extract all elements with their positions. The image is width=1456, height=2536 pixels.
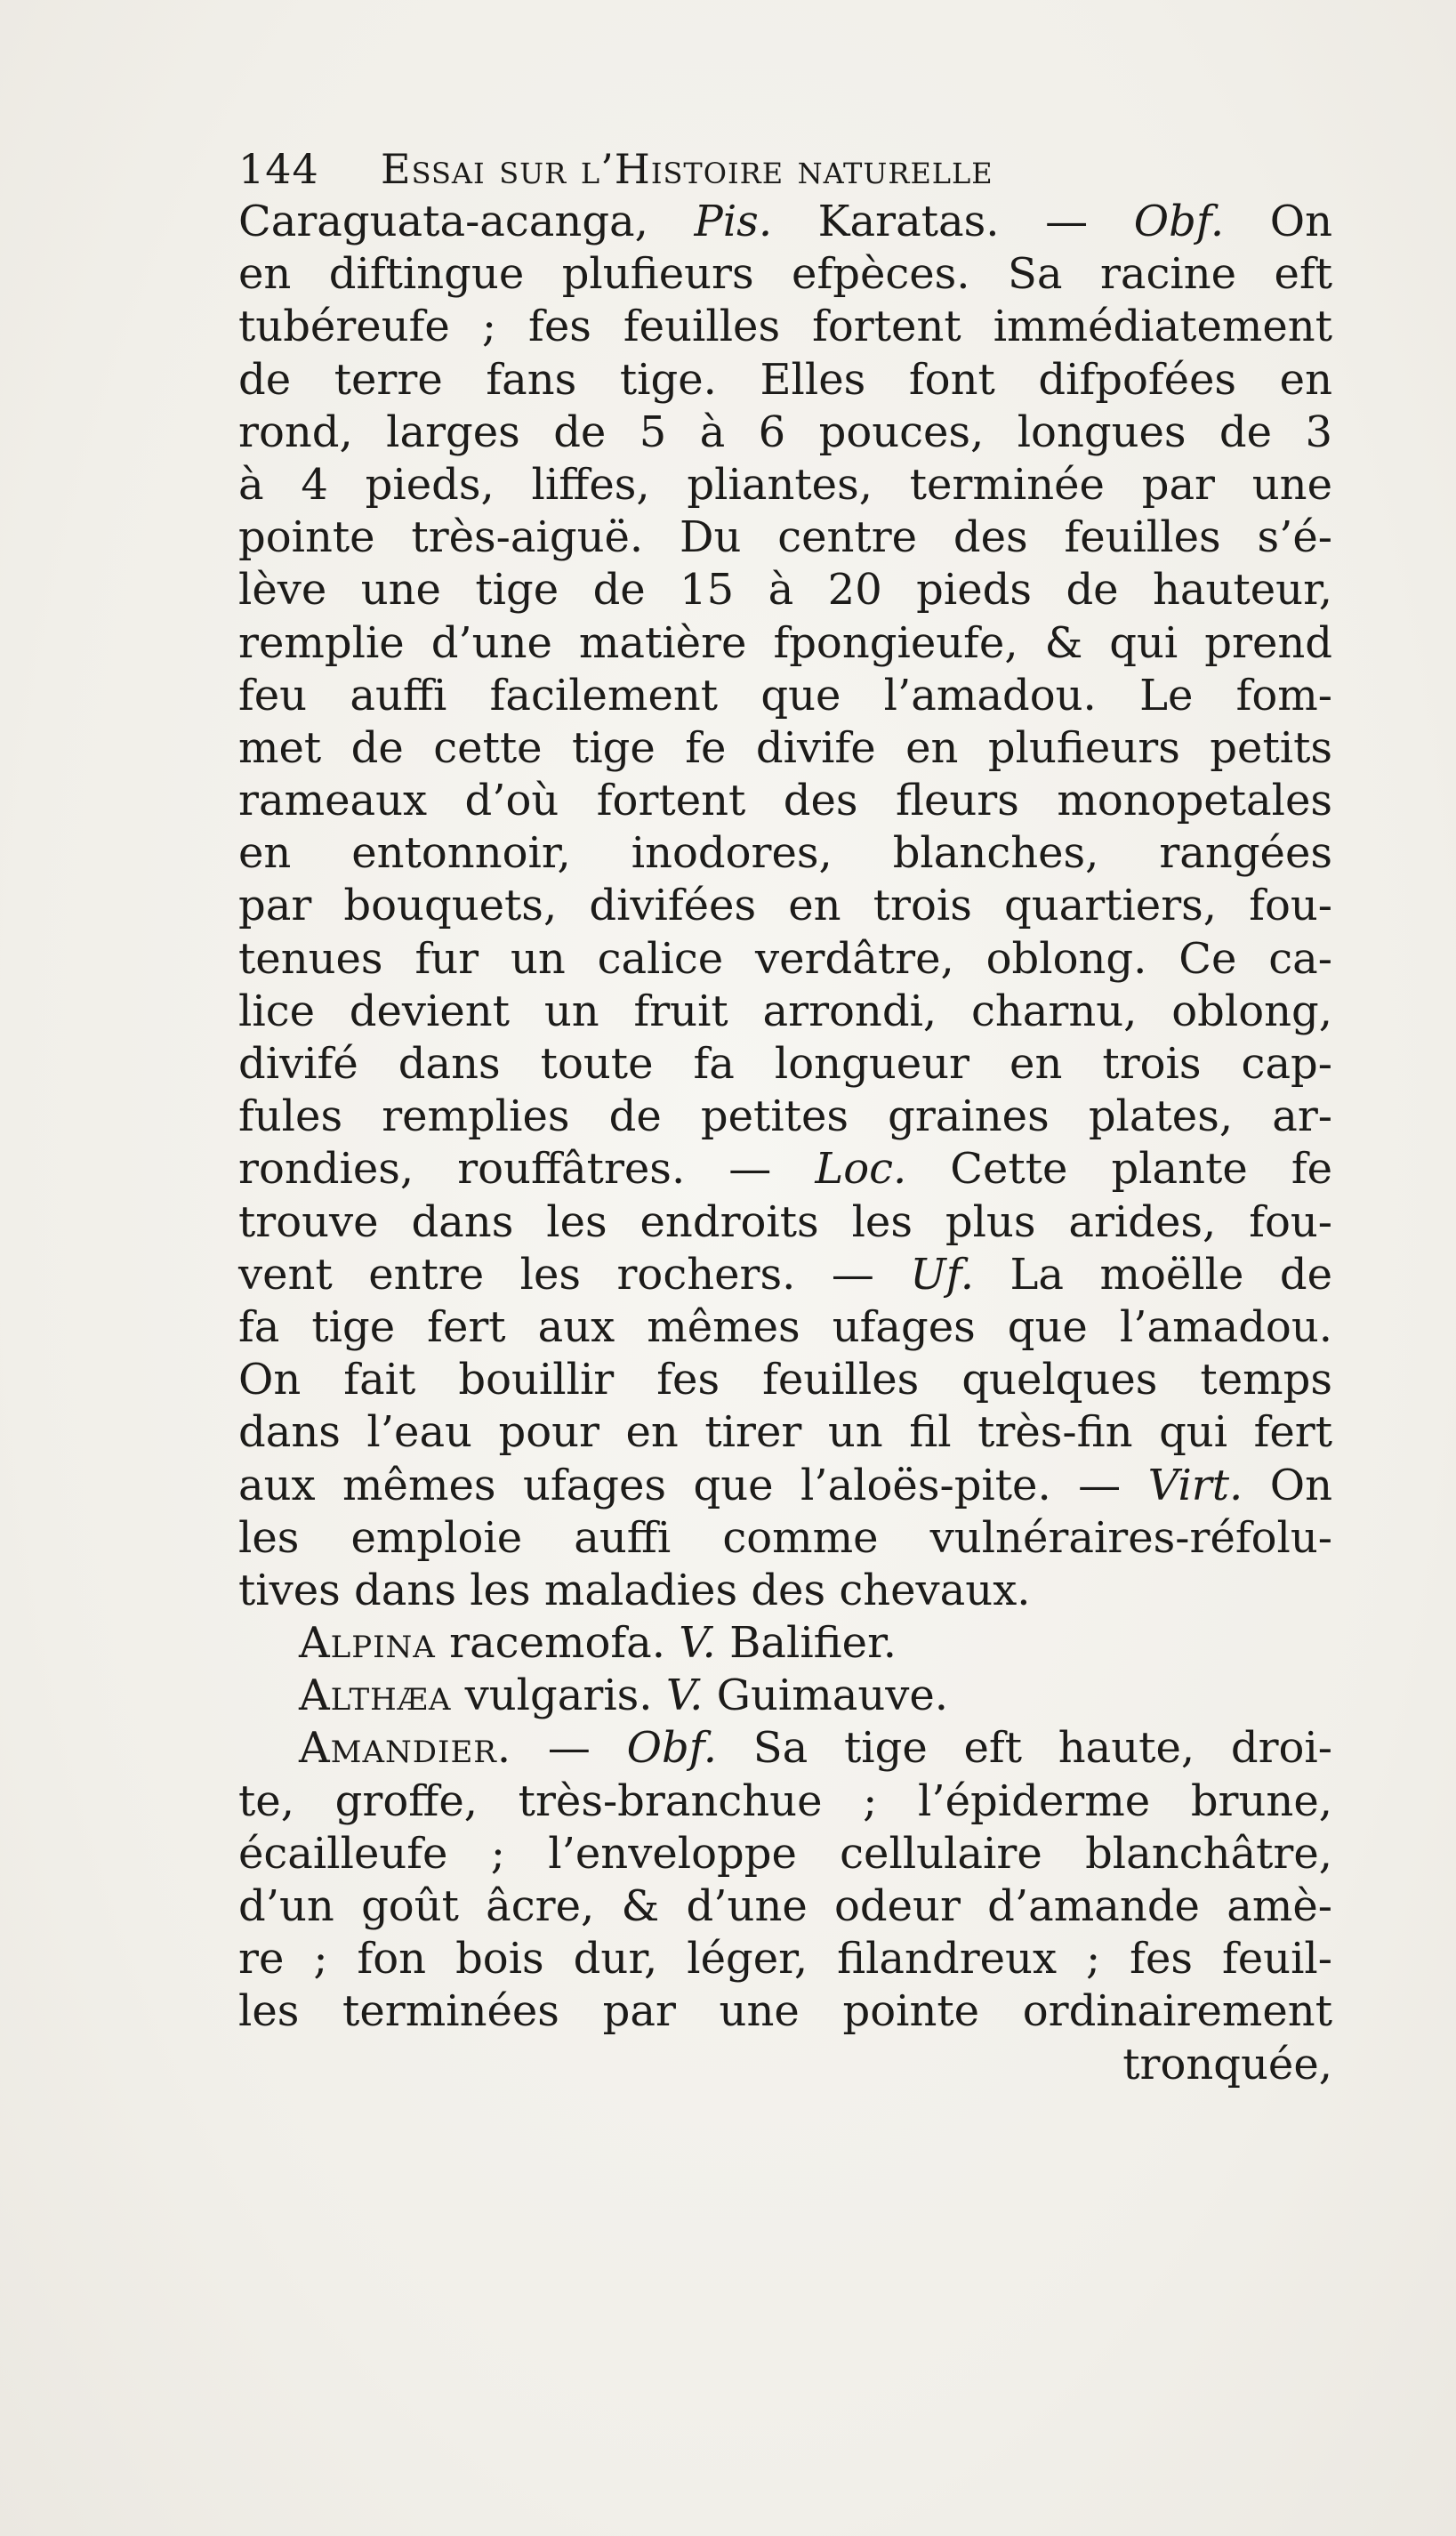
text-line (238, 564, 1332, 616)
text-segment: — (511, 1723, 627, 1774)
text-segment: Caraguata-acanga, (238, 197, 695, 246)
text-segment: dans l’eau pour en tirer un fil très-fin qui fert (238, 1407, 1332, 1458)
italic-abbreviation: Obf. (1133, 197, 1225, 246)
entry-headword: Amandier. (299, 1723, 512, 1774)
text-line (238, 1933, 1332, 1985)
text-segment: à 4 pieds, liffes, pliantes, terminée par une (238, 459, 1332, 510)
text-segment: La moëlle de (974, 1249, 1333, 1300)
text-line (238, 1828, 1332, 1880)
text-line (238, 459, 1332, 511)
italic-abbreviation: Uf. (910, 1249, 975, 1300)
text-line (238, 1985, 1332, 2038)
text-line (238, 1406, 1332, 1459)
text-line (238, 933, 1332, 986)
text-segment: fa tige fert aux mêmes ufages que l’amadou. (238, 1301, 1332, 1352)
text-segment: pointe très-aiguë. Du centre des feuilles s’é- (238, 512, 1332, 563)
text-segment: tubéreufe ; fes feuilles fortent immédiatement (238, 302, 1332, 352)
italic-abbreviation: Pis. (694, 197, 773, 246)
text-line (238, 986, 1332, 1038)
text-segment: en diftingue plufieurs efpèces. Sa racine eft (238, 249, 1332, 300)
text-segment: remplie d’une matière fpongieufe, & qui prend (238, 617, 1332, 668)
text-segment: Karatas. — (772, 197, 1134, 246)
text-segment: met de cette tige fe divife en plufieurs petits (238, 722, 1332, 773)
text-line (238, 880, 1332, 932)
text-line (238, 1722, 1332, 1775)
text-segment: feu auffi facilement que l’amadou. Le fom- (238, 670, 1332, 721)
text-segment: trouve dans les endroits les plus arides, fou- (238, 1196, 1332, 1247)
body-text (238, 196, 1332, 2091)
text-line (238, 1091, 1332, 1143)
running-head (238, 142, 1332, 196)
text-segment: re ; fon bois dur, léger, filandreux ; fes feuil- (238, 1934, 1332, 1985)
text-line (238, 1775, 1332, 1828)
italic-abbreviation: Loc. (815, 1144, 907, 1195)
text-line (238, 1512, 1332, 1565)
text-segment: de terre fans tige. Elles font difpofées en (238, 354, 1332, 405)
text-line (238, 670, 1332, 722)
italic-abbreviation: V. (679, 1618, 716, 1669)
text-line (238, 1460, 1332, 1512)
running-head-title: Essai sur l’Histoire naturelle (381, 145, 993, 193)
text-segment: écailleufe ; l’enveloppe cellulaire blanchâtre, (238, 1828, 1332, 1879)
italic-abbreviation: V. (665, 1671, 704, 1721)
text-segment: lève une tige de 15 à 20 pieds de hauteur, (238, 565, 1332, 616)
text-segment: On (1224, 197, 1332, 246)
text-segment: rameaux d’où fortent des fleurs monopetales (238, 776, 1332, 826)
page-text-block (238, 142, 1332, 2091)
italic-abbreviation: Obf. (626, 1723, 718, 1774)
entry-headword: Alpina (299, 1618, 436, 1669)
text-segment: divifé dans toute fa longueur en trois cap- (238, 1039, 1332, 1089)
text-line (238, 827, 1332, 880)
text-segment: aux mêmes ufages que l’aloës-pite. — (238, 1460, 1148, 1510)
text-line (238, 2039, 1332, 2091)
text-line (238, 407, 1332, 459)
text-line (238, 1143, 1332, 1196)
text-line (238, 196, 1332, 248)
text-line (238, 1301, 1332, 1354)
text-segment: rond, larges de 5 à 6 pouces, longues de 3 (238, 407, 1332, 457)
text-line (238, 1670, 1332, 1722)
text-line (238, 1565, 1332, 1617)
text-line (238, 301, 1332, 353)
text-segment: Cette plante fe (906, 1144, 1332, 1195)
text-segment: rondies, rouffâtres. — (238, 1144, 816, 1195)
text-segment: fules remplies de petites graines plates, ar- (238, 1091, 1332, 1142)
text-line (238, 775, 1332, 827)
text-line (238, 1249, 1332, 1301)
text-line (238, 248, 1332, 301)
text-line (238, 1196, 1332, 1249)
italic-abbreviation: Virt. (1147, 1460, 1243, 1510)
text-segment: lice devient un fruit arrondi, charnu, oblong, (238, 986, 1332, 1036)
text-segment: Guimauve. (703, 1671, 949, 1721)
text-line (238, 511, 1332, 564)
text-segment: On (1243, 1460, 1333, 1510)
text-segment: d’un goût âcre, & d’une odeur d’amande amè- (238, 1881, 1332, 1931)
text-line (238, 1617, 1332, 1670)
text-line (238, 722, 1332, 775)
text-segment: On fait bouillir fes feuilles quelques temps (238, 1355, 1332, 1405)
text-segment: vulgaris. (451, 1671, 666, 1721)
text-line (238, 1354, 1332, 1406)
text-line (238, 354, 1332, 407)
text-line (238, 1880, 1332, 1933)
page-number: 144 (238, 145, 319, 193)
text-segment: par bouquets, divifées en trois quartiers, fou- (238, 881, 1332, 931)
text-segment: racemofa. (435, 1618, 680, 1669)
text-segment: tenues fur un calice verdâtre, oblong. Ce ca- (238, 933, 1332, 984)
entry-headword: Althæa (299, 1671, 452, 1721)
text-segment: en entonnoir, inodores, blanches, rangées (238, 828, 1332, 879)
text-segment: tives dans les maladies des chevaux. (238, 1565, 1031, 1615)
text-segment: te, groffe, très-branchue ; l’épiderme brune, (238, 1775, 1332, 1826)
text-segment: vent entre les rochers. — (238, 1249, 911, 1300)
text-segment: les emploie auffi comme vulnéraires-réfolu- (238, 1512, 1332, 1563)
text-segment: Balifier. (715, 1618, 897, 1669)
text-line (238, 617, 1332, 670)
text-segment: les terminées par une pointe ordinairement (238, 1986, 1332, 2037)
text-line (238, 1038, 1332, 1091)
text-segment: tronquée, (1122, 2039, 1332, 2089)
text-segment: Sa tige eft haute, droi- (717, 1723, 1333, 1774)
